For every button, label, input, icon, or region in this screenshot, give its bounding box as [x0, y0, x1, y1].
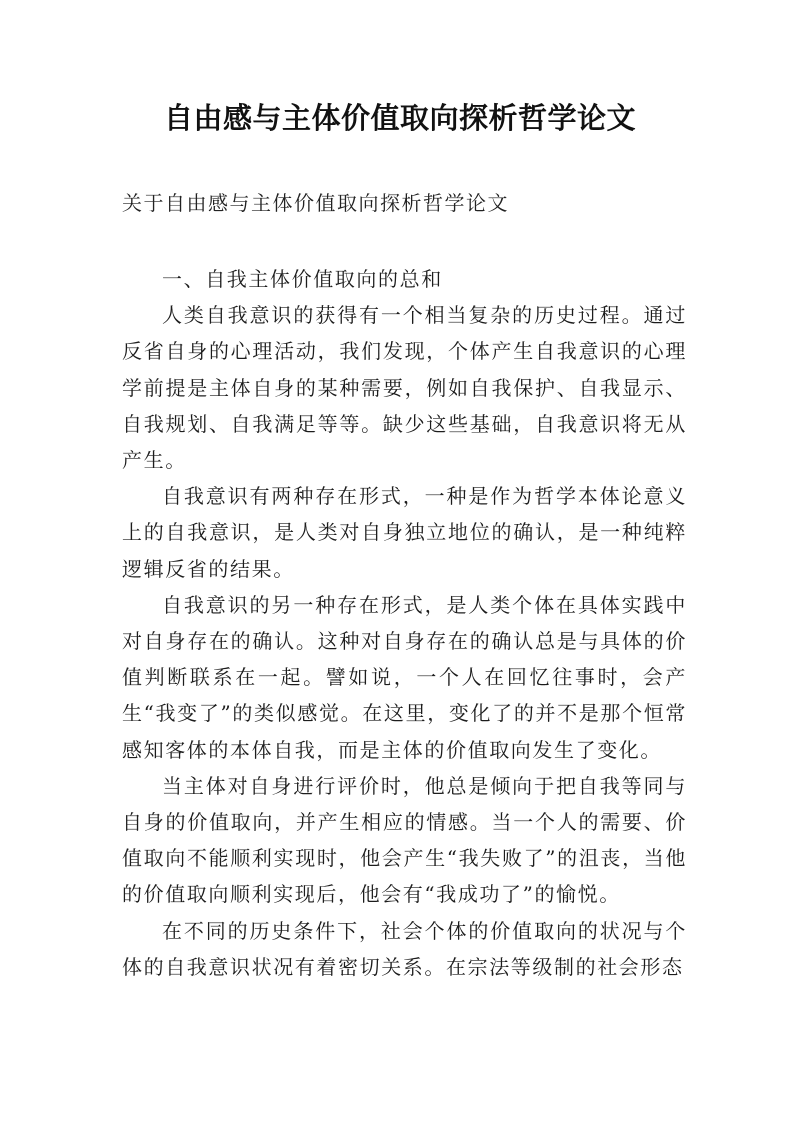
- paragraph: 当主体对自身进行评价时，他总是倾向于把自我等同与自身的价值取向，并产生相应的情感。当一个人的需要、价值取向不能顺利实现时，他会产生“我失败了”的沮丧，当他的价值取向顺利实现后，他会有“我成功了”的愉悦。: [122, 773, 687, 907]
- paragraph: 自我意识的另一种存在形式，是人类个体在具体实践中对自身存在的确认。这种对自身存在的确认总是与具体的价值判断联系在一起。譬如说，一个人在回忆往事时，会产生“我变了”的类似感觉。在这里，变化了的并不是那个恒常感知客体的本体自我，而是主体的价值取向发生了变化。: [122, 592, 687, 762]
- paragraph: 在不同的历史条件下，社会个体的价值取向的状况与个体的自我意识状况有着密切关系。在宗法等级制的社会形态: [122, 918, 687, 979]
- document-title: 自由感与主体价值取向探析哲学论文: [163, 101, 636, 135]
- paragraph: 人类自我意识的获得有一个相当复杂的历史过程。通过反省自身的心理活动，我们发现，个体产生自我意识的心理学前提是主体自身的某种需要，例如自我保护、自我显示、自我规划、自我满足等等。缺少这些基础，自我意识将无从产生。: [122, 303, 687, 473]
- paragraph: 自我意识有两种存在形式，一种是作为哲学本体论意义上的自我意识，是人类对自身独立地位的确认，是一种纯粹逻辑反省的结果。: [122, 484, 687, 581]
- section-heading: 一、自我主体价值取向的总和: [162, 267, 443, 291]
- document-body: [122, 261, 687, 985]
- document-subtitle: 关于自由感与主体价值取向探析哲学论文: [122, 191, 509, 215]
